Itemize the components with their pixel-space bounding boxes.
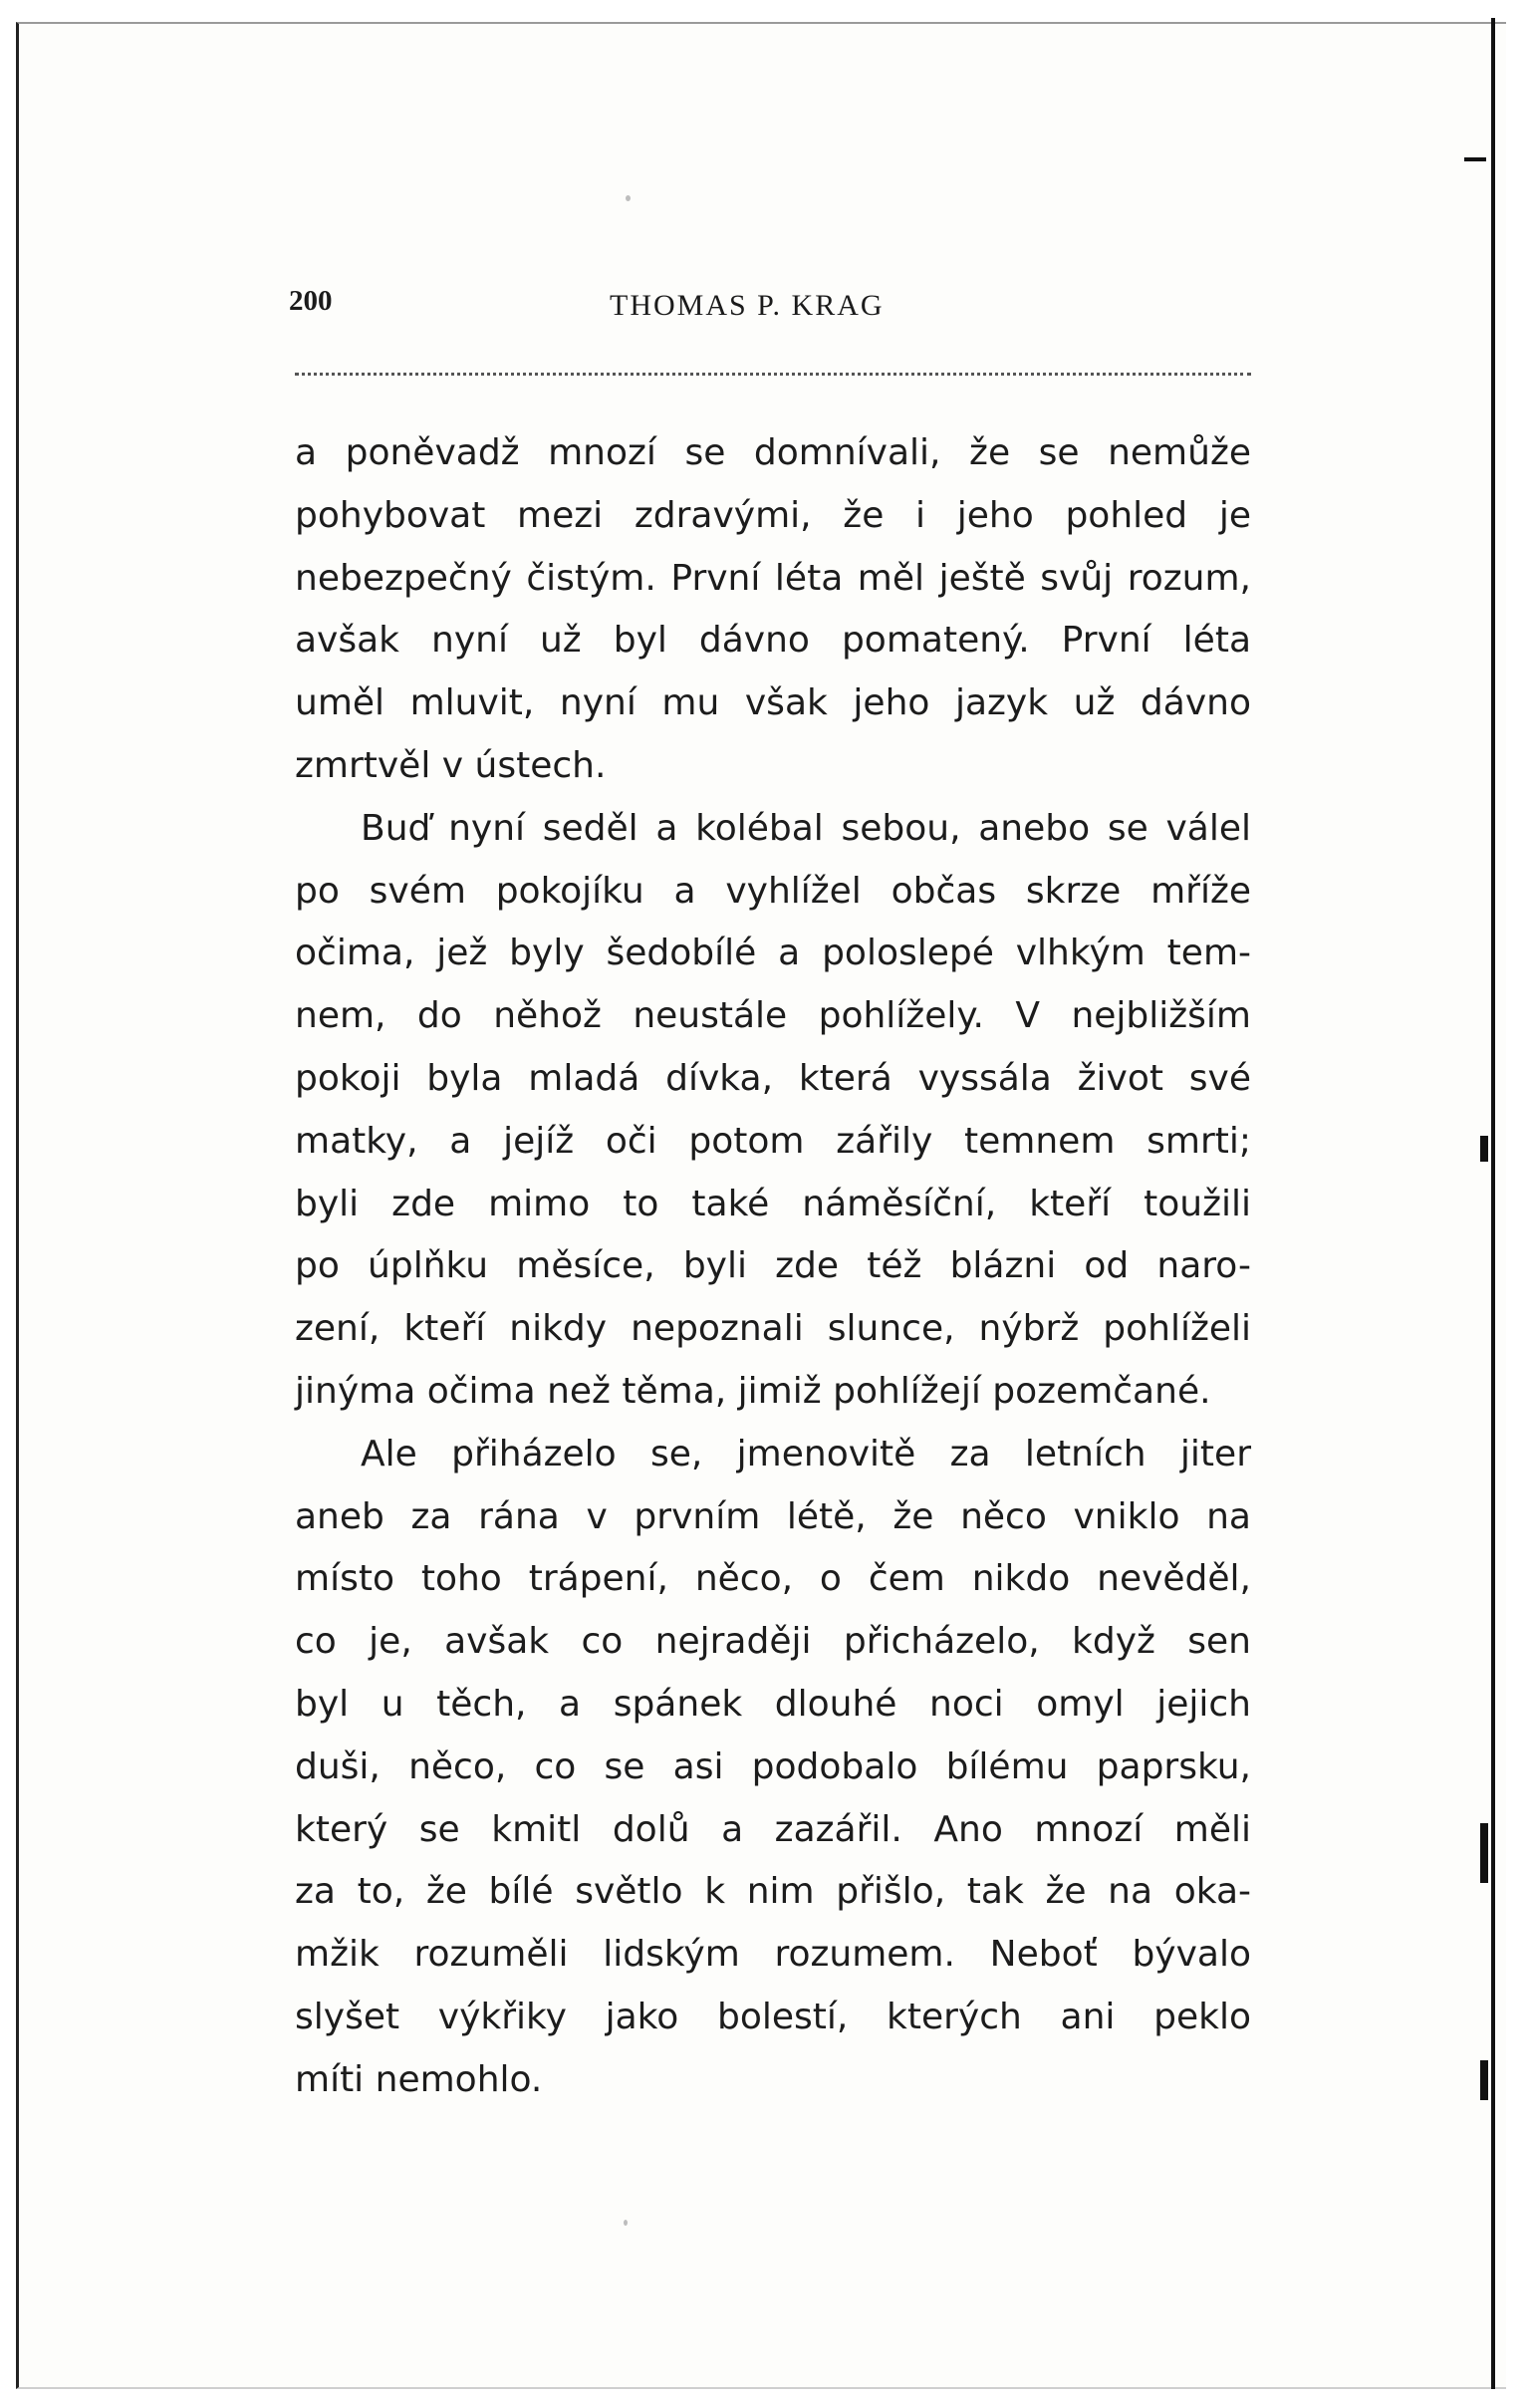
text-line: nebezpečný čistým. První léta měl ještě svůj rozum, <box>295 557 1251 599</box>
paragraph <box>295 1424 1251 2112</box>
page-header <box>289 285 1245 325</box>
text-line: po úplňku měsíce, byli zde též blázni od naro- <box>295 1245 1251 1287</box>
paragraph <box>295 798 1251 1424</box>
body-text <box>295 422 1251 2112</box>
page-binding-edge <box>1491 18 1495 2389</box>
text-line: mžik rozuměli lidským rozumem. Neboť bývalo <box>295 1934 1251 1976</box>
text-line: který se kmitl dolů a zazářil. Ano mnozí měli <box>295 1808 1251 1850</box>
paragraph <box>295 422 1251 798</box>
text-line: míti nemohlo. <box>295 2058 543 2100</box>
text-line: pokoji byla mladá dívka, která vyssála život své <box>295 1057 1251 1099</box>
page-number: 200 <box>289 285 333 317</box>
text-line: za to, že bílé světlo k nim přišlo, tak že na oka- <box>295 1871 1251 1913</box>
text-line: Buď nyní seděl a kolébal sebou, anebo se válel <box>361 807 1251 849</box>
binding-mark <box>1464 157 1486 161</box>
text-line: zení, kteří nikdy nepoznali slunce, nýbrž pohlíželi <box>295 1308 1251 1350</box>
text-line: zmrtvěl v ústech. <box>295 744 607 786</box>
paper-speck <box>624 2220 628 2226</box>
text-line: aneb za rána v prvním létě, že něco vniklo na <box>295 1495 1251 1537</box>
paper-speck <box>626 195 631 201</box>
running-head: THOMAS P. KRAG <box>610 289 885 322</box>
text-line: jinýma očima než těma, jimiž pohlížejí pozemčané. <box>295 1370 1211 1412</box>
text-line: avšak nyní už byl dávno pomatený. První léta <box>295 620 1251 662</box>
text-line: byli zde mimo to také náměsíční, kteří toužili <box>295 1183 1251 1224</box>
text-line: očima, jež byly šedobílé a poloslepé vlhkým tem- <box>295 933 1251 974</box>
header-dotted-rule <box>295 373 1251 376</box>
text-line: byl u těch, a spánek dlouhé noci omyl jejich <box>295 1683 1251 1725</box>
binding-mark <box>1480 1136 1488 1162</box>
text-line: duši, něco, co se asi podobalo bílému paprsku, <box>295 1745 1251 1787</box>
binding-mark <box>1480 2060 1488 2100</box>
text-line: matky, a jejíž oči potom zářily temnem smrti; <box>295 1120 1251 1162</box>
text-line: co je, avšak co nejraději přicházelo, když sen <box>295 1621 1251 1663</box>
text-line: pohybovat mezi zdravými, že i jeho pohled je <box>295 494 1251 536</box>
binding-mark <box>1480 1823 1488 1883</box>
text-line: uměl mluvit, nyní mu však jeho jazyk už dávno <box>295 682 1251 724</box>
text-line: slyšet výkřiky jako bolestí, kterých ani peklo <box>295 1996 1251 2037</box>
text-line: Ale přiházelo se, jmenovitě za letních jiter <box>361 1433 1251 1474</box>
text-line: a poněvadž mnozí se domnívali, že se nemůže <box>295 432 1251 473</box>
text-line: místo toho trápení, něco, o čem nikdo nevěděl, <box>295 1558 1251 1600</box>
text-line: po svém pokojíku a vyhlížel občas skrze mříže <box>295 870 1251 912</box>
text-line: nem, do něhož neustále pohlížely. V nejbližším <box>295 995 1251 1037</box>
